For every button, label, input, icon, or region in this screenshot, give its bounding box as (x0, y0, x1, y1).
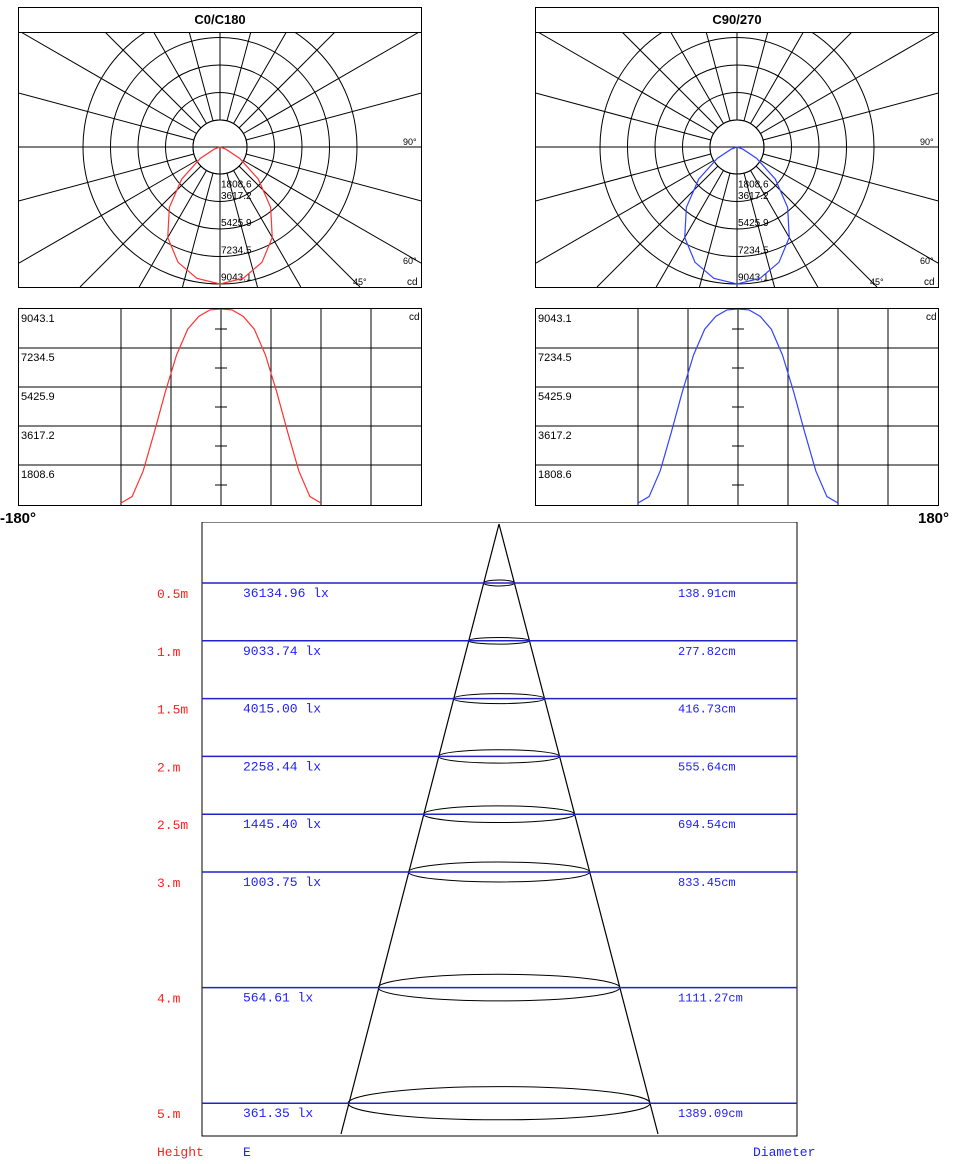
cone-lux-label: 36134.96 lx (243, 586, 329, 601)
polar-grid-spoke (239, 32, 335, 128)
linear-y-tick-label: 5425.9 (538, 391, 572, 403)
footer-height-label: Height (157, 1145, 204, 1160)
polar-angle-label: 45° (353, 277, 367, 287)
polar-ring-label: 7234.5 (738, 245, 769, 257)
cone-lux-label: 564.61 lx (243, 990, 314, 1006)
footer-e-label: E (243, 1145, 251, 1160)
polar-angle-label: 90° (403, 137, 417, 147)
linear-unit-label: cd (409, 312, 420, 323)
polar-grid-spoke (744, 32, 768, 121)
polar-ring-label: 1808.6 (221, 179, 252, 191)
polar-grid-spoke (80, 166, 201, 287)
polar-ring-label: 5425.9 (738, 218, 769, 230)
polar-grid-spoke (706, 32, 730, 121)
cone-height-label: 3.m (157, 876, 181, 891)
cone-left-edge (341, 524, 499, 1134)
polar-angle-label: 60° (920, 256, 934, 266)
linear-chart-c0 (18, 308, 422, 506)
polar-angle-label: 45° (870, 277, 884, 287)
polar-chart-c90 (535, 7, 939, 288)
cone-height-label: 2.m (157, 760, 181, 776)
polar-ring-label: 1808.6 (738, 179, 769, 191)
x-axis-left-label: -180° (0, 510, 37, 527)
polar-grid-spoke (21, 32, 197, 134)
polar-grid-spoke (243, 32, 419, 134)
linear-y-tick-label: 9043.1 (538, 313, 572, 325)
polar-angle-label: 60° (403, 256, 417, 266)
cone-height-label: 5.m (157, 1107, 181, 1123)
polar-grid-spoke (597, 166, 718, 287)
polar-grid-spoke (538, 32, 714, 134)
linear-plot (536, 309, 938, 505)
cone-lux-label: 9033.74 lx (243, 643, 322, 659)
cone-lux-label: 1445.40 lx (243, 817, 322, 833)
polar-ring-label: 7234.5 (221, 245, 252, 257)
cone-right-edge (499, 524, 658, 1134)
cone-diameter-label: 1389.09cm (678, 1107, 743, 1122)
linear-plot (19, 309, 421, 505)
footer-diameter-label: Diameter (753, 1145, 816, 1160)
cone-diameter-label: 138.91cm (678, 587, 736, 601)
polar-grid-spoke (227, 32, 251, 121)
cone-diameter-label: 416.73cm (678, 702, 736, 717)
linear-y-tick-label: 1808.6 (538, 469, 572, 481)
cone-lux-label: 1003.75 lx (243, 875, 322, 890)
linear-y-tick-label: 9043.1 (21, 313, 55, 325)
cone-diameter-label: 1111.27cm (678, 991, 743, 1006)
polar-ring-label: 5425.9 (221, 218, 252, 230)
polar-chart-c0 (18, 7, 422, 288)
cone-diameter-label: 277.82cm (678, 644, 736, 659)
polar-ring-label: 3617.2 (738, 190, 769, 202)
cone-lux-label: 2258.44 lx (243, 759, 322, 775)
polar-ring-label: 9043.1 (738, 272, 769, 284)
polar-angle-label: 90° (920, 137, 934, 147)
linear-y-tick-label: 5425.9 (21, 391, 55, 403)
polar-grid-spoke (239, 166, 360, 287)
linear-unit-label: cd (926, 312, 937, 323)
cone-diameter-label: 555.64cm (678, 760, 736, 775)
linear-y-tick-label: 7234.5 (21, 352, 55, 364)
polar-ring-label: 3617.2 (221, 190, 252, 202)
x-axis-right-label: 180° (918, 510, 950, 527)
cone-height-label: 0.5m (157, 587, 189, 602)
polar-unit-label: cd (407, 277, 418, 287)
cone-height-label: 4.m (157, 991, 181, 1007)
linear-chart-c90 (535, 308, 939, 506)
cone-lux-label: 4015.00 lx (243, 701, 322, 717)
cone-height-label: 1.5m (157, 702, 189, 718)
polar-grid-spoke (760, 32, 936, 134)
linear-y-tick-label: 3617.2 (538, 430, 572, 442)
polar-title: C90/270 (536, 8, 938, 33)
polar-plot (536, 32, 938, 287)
cone-height-label: 1.m (157, 644, 181, 660)
polar-title: C0/C180 (19, 8, 421, 33)
polar-grid-spoke (756, 32, 852, 128)
illuminance-cone-diagram (0, 522, 960, 1162)
polar-unit-label: cd (924, 277, 935, 287)
cone-diameter-label: 694.54cm (678, 818, 736, 833)
polar-grid-spoke (756, 166, 877, 287)
cone-diameter-label: 833.45cm (678, 876, 736, 890)
polar-grid-spoke (105, 32, 201, 128)
linear-y-tick-label: 1808.6 (21, 469, 55, 481)
linear-y-tick-label: 7234.5 (538, 352, 572, 364)
polar-grid-spoke (189, 32, 213, 121)
linear-y-tick-label: 3617.2 (21, 430, 55, 442)
cone-lux-label: 361.35 lx (243, 1106, 314, 1122)
polar-ring-label: 9043.1 (221, 272, 252, 284)
polar-grid-spoke (622, 32, 718, 128)
polar-plot (19, 32, 421, 287)
cone-height-label: 2.5m (157, 818, 189, 834)
